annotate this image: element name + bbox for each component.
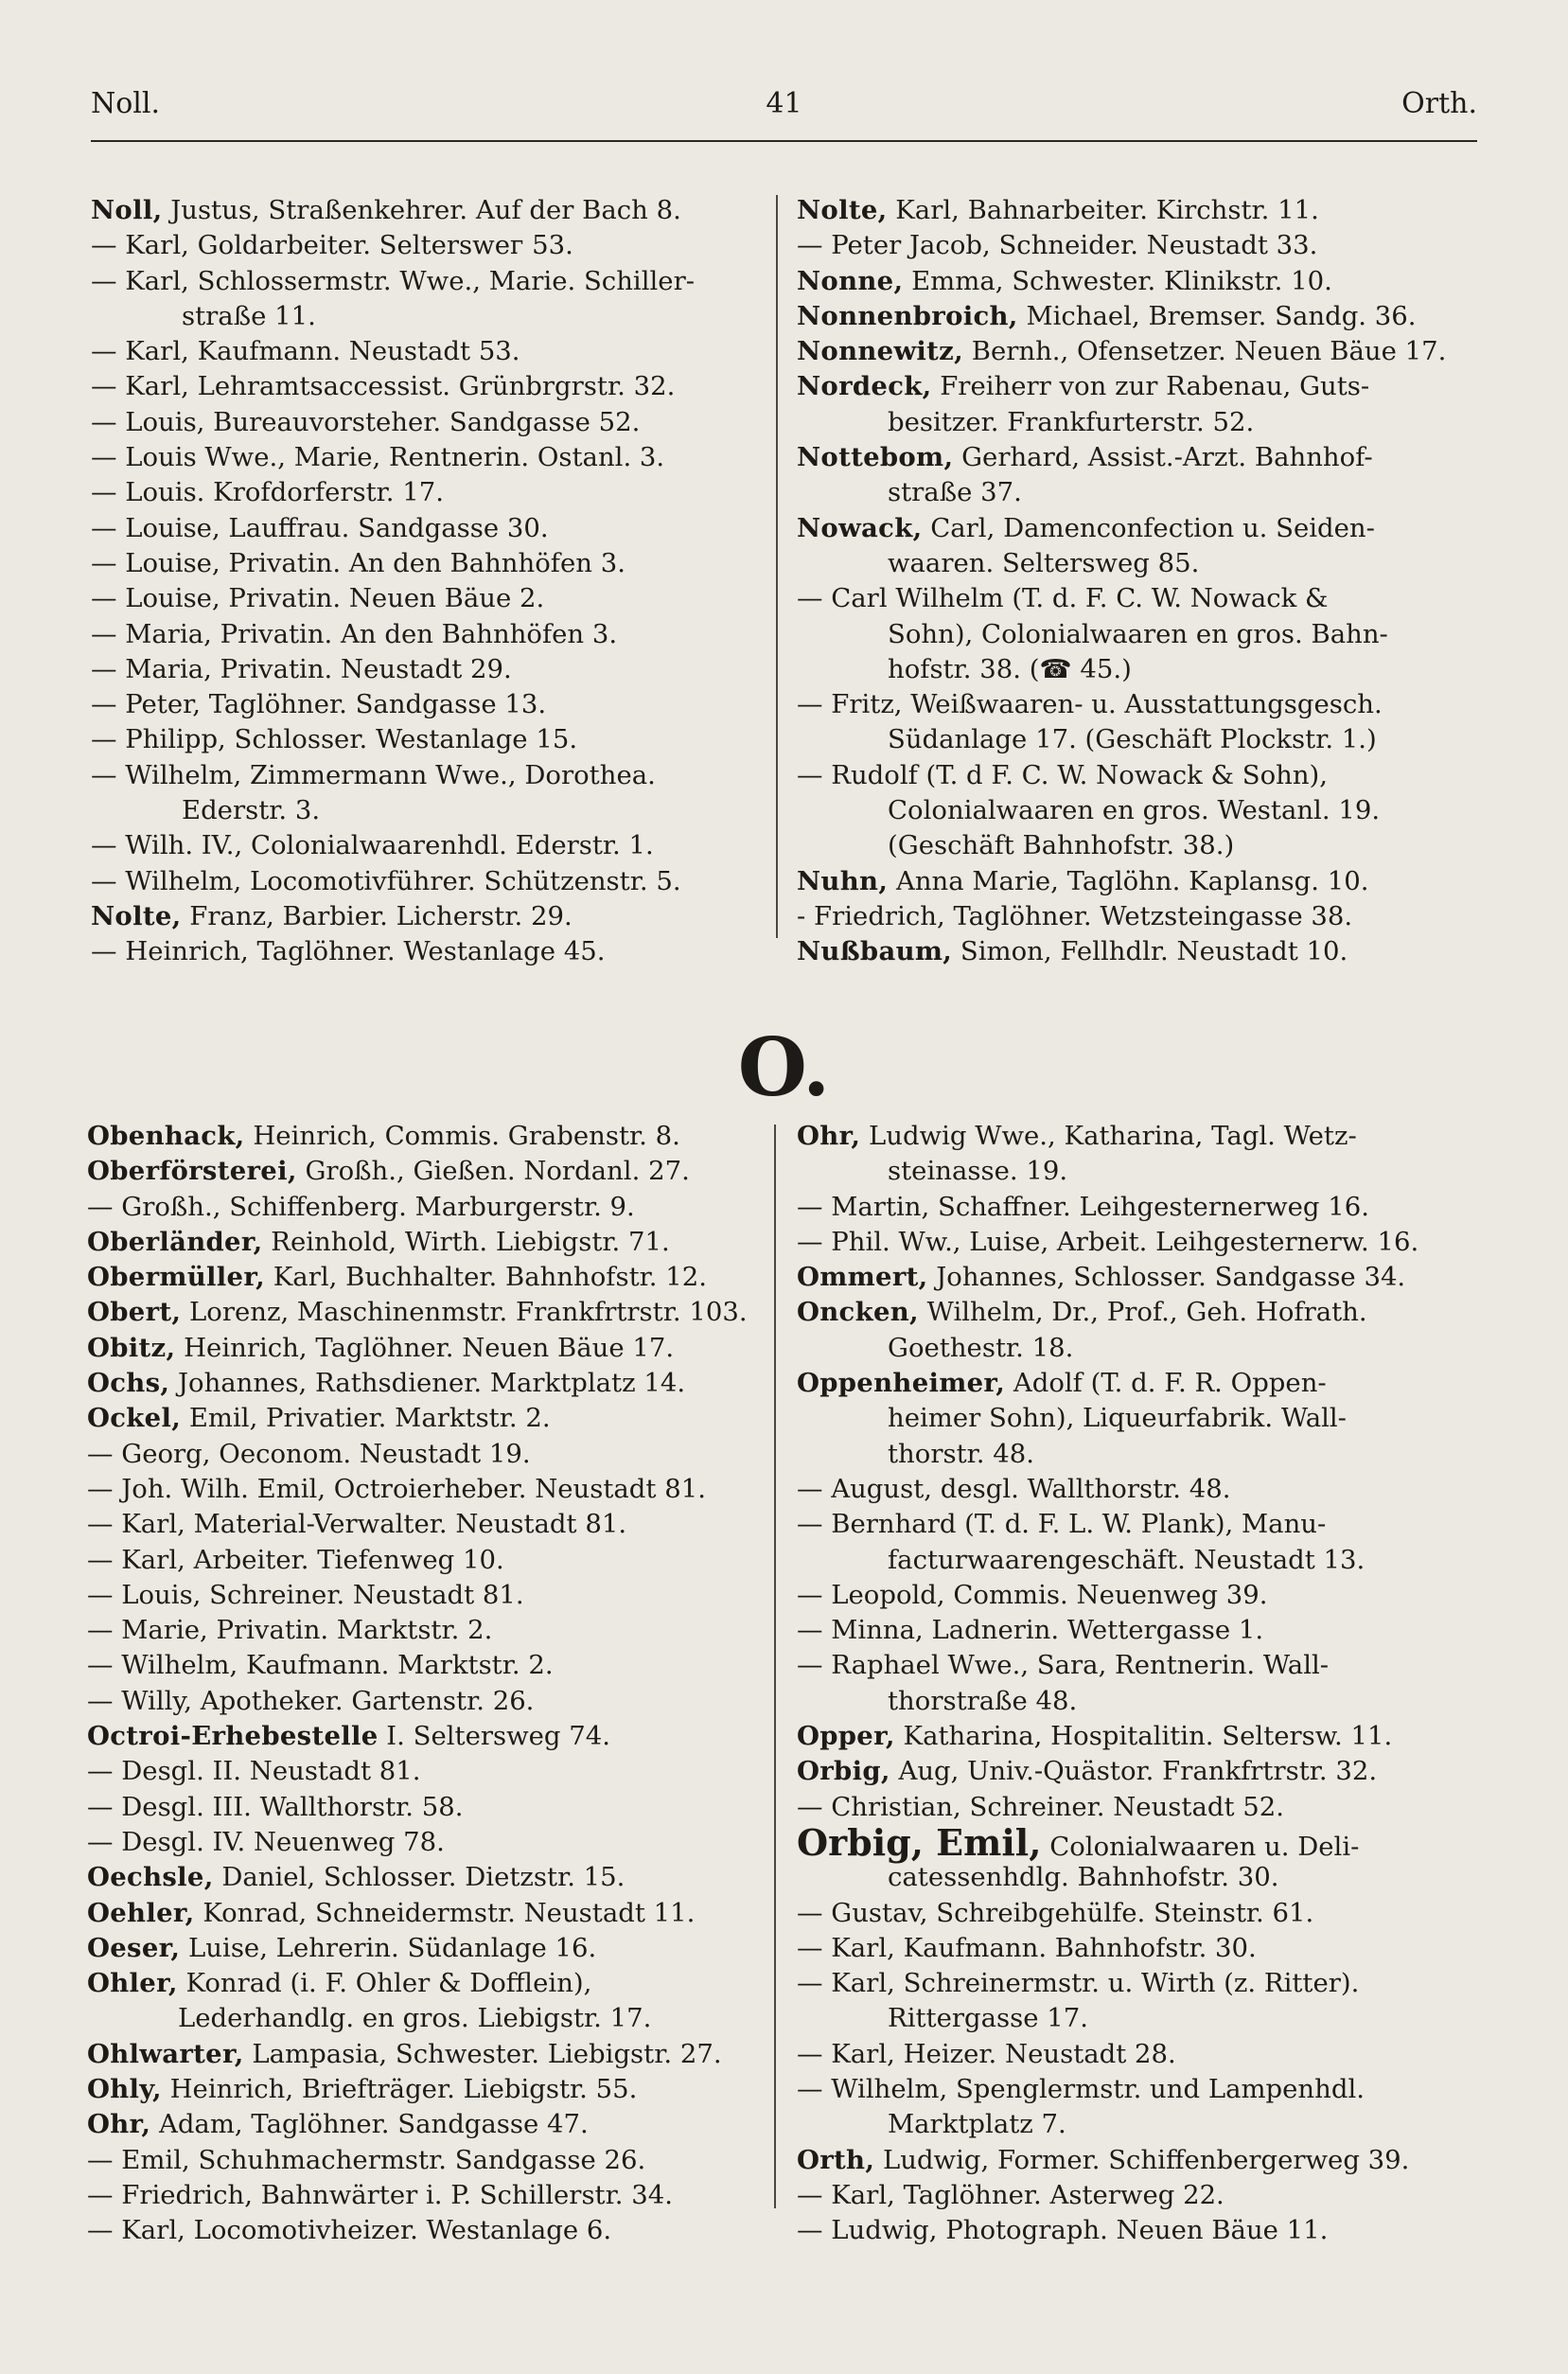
directory-entry: [91, 722, 753, 757]
directory-entry: [87, 1295, 749, 1330]
directory-entry: [87, 1366, 749, 1401]
entry-text: Emma, Schwester. Klinikstr. 10.: [911, 265, 1332, 296]
directory-entry: [797, 405, 1478, 440]
entry-text: — Heinrich, Taglöhner. Westanlage 45.: [91, 936, 606, 967]
directory-entry: [797, 1896, 1478, 1931]
entry-text: — Karl, Heizer. Neustadt 28.: [797, 2038, 1176, 2069]
entry-text: Daniel, Schlosser. Dietzstr. 15.: [221, 1862, 625, 1893]
entry-text: — Raphael Wwe., Sara, Rentnerin. Wall-: [797, 1650, 1330, 1681]
directory-entry: [87, 2143, 749, 2178]
entry-text: — Karl, Goldarbeiter. Selterswег 53.: [91, 230, 573, 261]
entry-text: — Karl, Schlossermstr. Wwe., Marie. Schiller-: [91, 265, 696, 296]
entry-surname: Oncken,: [797, 1297, 919, 1328]
entry-text: Johannes, Schlosser. Sandgasse 34.: [936, 1262, 1406, 1293]
entry-surname: Nonne,: [797, 265, 904, 296]
entry-text: Colonialwaaren u. Deli-: [1049, 1831, 1360, 1862]
entry-continuation: (Geschäft Bahnhofstr. 38.): [888, 830, 1235, 861]
entry-text: — Christian, Schreiner. Neustadt 52.: [797, 1791, 1284, 1822]
directory-entry: [87, 1331, 749, 1366]
directory-entry: [91, 793, 753, 828]
entry-text: Heinrich, Commis. Grabenstr. 8.: [253, 1121, 680, 1151]
directory-entry: [87, 1401, 749, 1436]
entry-surname: Nowack,: [797, 512, 923, 543]
directory-entry: [87, 1543, 749, 1578]
directory-entry: [91, 617, 753, 652]
page-header: [91, 87, 1477, 131]
entry-text: Ludwig Wwe., Katharina, Tagl. Wetz-: [868, 1121, 1357, 1151]
entry-surname: Ohr,: [797, 1121, 861, 1151]
entry-text: Carl, Damenconfection u. Seiden-: [930, 512, 1375, 543]
column-top-right: [797, 193, 1478, 970]
directory-entry: [87, 1684, 749, 1719]
entry-text: — Martin, Schaffner. Leihgesternerweg 16.: [797, 1191, 1369, 1222]
entry-text: — Desgl. II. Neustadt 81.: [87, 1756, 421, 1787]
entry-text: Johannes, Rathsdiener. Marktplatz 14.: [178, 1368, 686, 1399]
entry-text: Großh., Gießen. Nordanl. 27.: [305, 1156, 690, 1187]
entry-text: — Louis. Krofdorferstr. 17.: [91, 477, 444, 508]
directory-entry: [797, 1119, 1478, 1154]
entry-text: Adolf (T. d. F. R. Oppen-: [1013, 1368, 1327, 1399]
entry-text: Franz, Barbier. Licherstr. 29.: [189, 900, 573, 931]
page-number: 41: [766, 87, 802, 120]
entry-surname: Ochs,: [87, 1368, 170, 1399]
entry-surname: Nottebom,: [797, 442, 954, 473]
directory-entry: [91, 652, 753, 687]
header-rule: [91, 140, 1477, 142]
entry-text: Heinrich, Briefträger. Liebigstr. 55.: [169, 2074, 638, 2105]
entry-text: Freiherr von zur Rabenau, Guts-: [940, 371, 1370, 402]
directory-entry: [797, 1507, 1478, 1542]
entry-surname: Oechsle,: [87, 1862, 214, 1893]
directory-entry: [797, 1331, 1478, 1366]
directory-entry: [797, 652, 1478, 687]
entry-text: — Karl, Schreinermstr. u. Wirth (z. Ritter).: [797, 1968, 1360, 1999]
entry-text: — Leopold, Commis. Neuenweg 39.: [797, 1579, 1268, 1610]
entry-continuation: steinasse. 19.: [888, 1156, 1068, 1187]
directory-entry: [797, 617, 1478, 652]
directory-entry: [797, 828, 1478, 863]
entry-text: — Minna, Ladnerin. Wettergasse 1.: [797, 1615, 1264, 1646]
directory-entry: [797, 228, 1478, 263]
entry-continuation: catessenhdlg. Bahnhofstr. 30.: [888, 1862, 1279, 1893]
entry-text: — Louise, Privatin. Neuen Bäue 2.: [91, 583, 545, 614]
entry-surname-large: Orbig, Emil,: [797, 1820, 1042, 1864]
directory-entry: [797, 1543, 1478, 1578]
directory-entry: [87, 1931, 749, 1966]
directory-entry: [87, 1719, 749, 1754]
entry-continuation: Ederstr. 3.: [182, 795, 321, 826]
entry-text: — Maria, Privatin. Neustadt 29.: [91, 653, 512, 684]
directory-entry: [797, 722, 1478, 757]
entry-continuation: thorstr. 48.: [888, 1438, 1034, 1469]
entry-continuation: straße 37.: [888, 477, 1022, 508]
directory-entry: [797, 2143, 1478, 2178]
entry-text: Reinhold, Wirth. Liebigstr. 71.: [271, 1226, 670, 1257]
entry-text: - Friedrich, Taglöhner. Wetzsteingasse 38.: [797, 900, 1353, 931]
entry-text: — Louis, Bureauvorsteher. Sandgasse 52.: [91, 406, 641, 437]
entry-text: — Rudolf (T. d F. C. W. Nowack & Sohn),: [797, 759, 1329, 790]
directory-entry: [87, 1790, 749, 1825]
directory-entry: [91, 581, 753, 616]
entry-text: — Friedrich, Bahnwärter i. P. Schillerstr. 34.: [87, 2179, 673, 2210]
entry-surname: Oberländer,: [87, 1226, 263, 1257]
entry-surname: Ohlwarter,: [87, 2038, 244, 2069]
directory-entry: [87, 1613, 749, 1648]
entry-text: — Karl, Taglöhner. Asterweg 22.: [797, 2179, 1224, 2210]
directory-entry: [797, 2178, 1478, 2213]
column-divider-top: [776, 195, 778, 938]
entry-text: — Maria, Privatin. An den Bahnhöfen 3.: [91, 618, 618, 649]
entry-text: — Wilh. IV., Colonialwaarenhdl. Ederstr. 1.: [91, 830, 654, 861]
directory-entry: [87, 1860, 749, 1895]
entry-text: I. Seltersweg 74.: [386, 1721, 611, 1752]
directory-entry: [91, 828, 753, 863]
entry-text: Anna Marie, Taglöhn. Kaplansg. 10.: [895, 865, 1369, 896]
entry-text: — Karl, Lehramtsaccessist. Grünbrgrstr. 32.: [91, 371, 676, 402]
directory-entry: [91, 369, 753, 404]
header-right: Orth.: [1401, 87, 1477, 120]
entry-surname: Noll,: [91, 195, 163, 225]
entry-surname: Oppenheimer,: [797, 1368, 1006, 1399]
directory-entry: [91, 405, 753, 440]
entry-continuation: heimer Sohn), Liqueurfabrik. Wall-: [888, 1403, 1347, 1434]
directory-entry: [91, 475, 753, 510]
directory-entry: [797, 1437, 1478, 1472]
directory-entry: [87, 1648, 749, 1683]
entry-text: — Willy, Apotheker. Gartenstr. 26.: [87, 1685, 535, 1716]
entry-text: Heinrich, Taglöhner. Neuen Bäue 17.: [184, 1332, 675, 1363]
directory-entry: [91, 440, 753, 475]
entry-text: — Karl, Arbeiter. Tiefenweg 10.: [87, 1544, 504, 1575]
entry-surname: Ommert,: [797, 1262, 928, 1293]
entry-text: Konrad, Schneidermstr. Neustadt 11.: [203, 1897, 696, 1928]
directory-entry: [797, 1472, 1478, 1507]
entry-text: — Bernhard (T. d. F. L. W. Plank), Manu-: [797, 1509, 1327, 1540]
entry-text: — Desgl. III. Wallthorstr. 58.: [87, 1791, 464, 1822]
directory-entry: [91, 334, 753, 369]
entry-text: Konrad (i. F. Ohler & Dofflein),: [185, 1968, 592, 1999]
entry-text: — Gustav, Schreibgehülfe. Steinstr. 61.: [797, 1897, 1314, 1928]
directory-entry: [87, 1578, 749, 1613]
directory-entry: [797, 1719, 1478, 1754]
column-divider-bottom: [774, 1125, 776, 2208]
entry-text: — Louise, Privatin. An den Bahnhöfen 3.: [91, 547, 625, 578]
entry-surname: Ohly,: [87, 2074, 162, 2105]
entry-continuation: Goethestr. 18.: [888, 1332, 1074, 1363]
entry-text: Katharina, Hospitalitin. Seltersw. 11.: [903, 1721, 1393, 1752]
entry-text: — Karl, Kaufmann. Bahnhofstr. 30.: [797, 1932, 1257, 1963]
column-bottom-left: [87, 1119, 749, 2249]
directory-entry: [91, 864, 753, 899]
entry-text: — Fritz, Weißwaaren- u. Ausstattungsgesch.: [797, 689, 1383, 720]
entry-text: Wilhelm, Dr., Prof., Geh. Hofrath.: [926, 1297, 1367, 1328]
entry-text: — Ludwig, Photograph. Neuen Bäue 11.: [797, 2215, 1329, 2246]
entry-text: — Karl, Locomotivheizer. Westanlage 6.: [87, 2215, 612, 2246]
entry-surname: Obert,: [87, 1297, 182, 1328]
directory-entry: [87, 1190, 749, 1225]
directory-entry: [797, 864, 1478, 899]
directory-entry: [87, 2178, 749, 2213]
directory-entry: [797, 1190, 1478, 1225]
entry-text: Lorenz, Maschinenmstr. Frankfrtrstr. 103.: [189, 1297, 748, 1328]
directory-entry: [797, 511, 1478, 546]
entry-text: Lampasia, Schwester. Liebigstr. 27.: [252, 2038, 722, 2069]
entry-text: Adam, Taglöhner. Sandgasse 47.: [158, 2109, 589, 2140]
entry-surname: Oberförsterei,: [87, 1156, 297, 1187]
header-left: Noll.: [91, 87, 161, 120]
directory-entry: [797, 1790, 1478, 1825]
entry-text: — Peter, Taglöhner. Sandgasse 13.: [91, 689, 547, 720]
entry-continuation: Marktplatz 7.: [888, 2109, 1066, 2140]
directory-entry: [91, 511, 753, 546]
entry-continuation: waaren. Seltersweg 85.: [888, 547, 1200, 578]
entry-text: — Marie, Privatin. Marktstr. 2.: [87, 1615, 493, 1646]
directory-entry: [797, 2213, 1478, 2248]
column-bottom-right: [797, 1119, 1478, 2249]
entry-continuation: Colonialwaaren en gros. Westanl. 19.: [888, 795, 1381, 826]
entry-surname: Nonnenbroich,: [797, 300, 1018, 331]
directory-entry: [797, 1613, 1478, 1648]
entry-surname: Oeser,: [87, 1932, 181, 1963]
entry-continuation: Südanlage 17. (Geschäft Plockstr. 1.): [888, 724, 1377, 755]
entry-text: — Karl, Kaufmann. Neustadt 53.: [91, 336, 520, 367]
directory-entry: [797, 581, 1478, 616]
directory-entry: [797, 369, 1478, 404]
directory-entry: [91, 687, 753, 722]
directory-entry: [797, 1578, 1478, 1613]
directory-entry: [87, 1966, 749, 2001]
entry-surname: Nußbaum,: [797, 936, 953, 967]
entry-surname: Orth,: [797, 2144, 875, 2175]
entry-surname: Orbig,: [797, 1756, 890, 1787]
directory-entry: [797, 546, 1478, 581]
entry-text: Karl, Bahnarbeiter. Kirchstr. 11.: [895, 195, 1319, 225]
entry-text: Gerhard, Assist.-Arzt. Bahnhof-: [961, 442, 1373, 473]
directory-entry: [91, 899, 753, 934]
entry-text: Bernh., Ofensetzer. Neuen Bäue 17.: [971, 336, 1447, 367]
entry-text: Justus, Straßenkehrer. Auf der Bach 8.: [170, 195, 681, 225]
directory-entry: [91, 546, 753, 581]
entry-continuation: thorstraße 48.: [888, 1685, 1078, 1716]
directory-entry: [797, 1295, 1478, 1330]
entry-text: Michael, Bremser. Sandg. 36.: [1026, 300, 1417, 331]
directory-entry: [91, 299, 753, 334]
entry-text: — August, desgl. Wallthorstr. 48.: [797, 1473, 1231, 1504]
directory-entry: [87, 2072, 749, 2107]
entry-text: — Wilhelm, Spenglermstr. und Lampenhdl.: [797, 2074, 1365, 2105]
entry-text: Ludwig, Former. Schiffenbergerweg 39.: [882, 2144, 1410, 2175]
entry-text: — Philipp, Schlosser. Westanlage 15.: [91, 724, 578, 755]
entry-continuation: besitzer. Frankfurterstr. 52.: [888, 406, 1255, 437]
directory-entry: [797, 193, 1478, 228]
directory-entry: [87, 1225, 749, 1260]
directory-entry: [797, 264, 1478, 299]
directory-entry: [797, 1648, 1478, 1683]
entry-text: Karl, Buchhalter. Bahnhofstr. 12.: [273, 1262, 707, 1293]
directory-entry: [797, 1931, 1478, 1966]
directory-entry: [797, 299, 1478, 334]
entry-surname: Nolte,: [91, 900, 182, 931]
entry-surname: Obitz,: [87, 1332, 176, 1363]
directory-entry: [797, 334, 1478, 369]
directory-entry: [87, 1507, 749, 1542]
section-letter: O.: [737, 1020, 831, 1114]
directory-entry: [797, 1366, 1478, 1401]
entry-text: Luise, Lehrerin. Südanlage 16.: [188, 1932, 597, 1963]
directory-entry: [797, 1154, 1478, 1189]
directory-entry: [87, 1825, 749, 1860]
entry-text: — Desgl. IV. Neuenweg 78.: [87, 1826, 445, 1857]
directory-entry: [87, 2107, 749, 2142]
entry-continuation: straße 11.: [182, 300, 316, 331]
entry-text: — Karl, Material-Verwalter. Neustadt 81.: [87, 1509, 627, 1540]
directory-entry: [87, 2213, 749, 2248]
entry-text: — Carl Wilhelm (T. d. F. C. W. Nowack &: [797, 583, 1329, 614]
directory-entry: [87, 2037, 749, 2072]
directory-entry: [797, 1225, 1478, 1260]
directory-entry: [87, 2001, 749, 2036]
entry-text: Emil, Privatier. Marktstr. 2.: [188, 1403, 551, 1434]
directory-entry: [91, 934, 753, 969]
directory-entry: [797, 687, 1478, 722]
entry-surname: Nolte,: [797, 195, 888, 225]
directory-entry: [797, 934, 1478, 969]
directory-entry: [797, 1401, 1478, 1436]
directory-entry: [797, 2107, 1478, 2142]
directory-entry: [91, 758, 753, 793]
directory-entry: [87, 1754, 749, 1789]
directory-entry: [91, 193, 753, 228]
entry-surname: Ockel,: [87, 1403, 182, 1434]
entry-surname: Nordeck,: [797, 371, 932, 402]
entry-surname: Nuhn,: [797, 865, 889, 896]
directory-entry: [797, 2072, 1478, 2107]
entry-text: — Emil, Schuhmachermstr. Sandgasse 26.: [87, 2144, 646, 2175]
entry-continuation: facturwaarengeschäft. Neustadt 13.: [888, 1544, 1365, 1575]
column-top-left: [91, 193, 753, 970]
directory-entry: [91, 228, 753, 263]
entry-continuation: Lederhandlg. en gros. Liebigstr. 17.: [178, 2003, 652, 2034]
entry-continuation: Sohn), Colonialwaaren en gros. Bahn-: [888, 618, 1388, 649]
entry-text: — Peter Jacob, Schneider. Neustadt 33.: [797, 230, 1318, 261]
entry-text: — Louise, Lauffrau. Sandgasse 30.: [91, 512, 549, 543]
entry-surname: Obenhack,: [87, 1121, 245, 1151]
directory-entry: [797, 475, 1478, 510]
entry-text: — Louis, Schreiner. Neustadt 81.: [87, 1579, 524, 1610]
directory-entry: [797, 1260, 1478, 1295]
entry-surname: Oehler,: [87, 1897, 195, 1928]
entry-surname: Ohler,: [87, 1968, 178, 1999]
entry-text: — Wilhelm, Kaufmann. Marktstr. 2.: [87, 1650, 554, 1681]
entry-text: — Georg, Oeconom. Neustadt 19.: [87, 1438, 531, 1469]
directory-entry: [797, 440, 1478, 475]
directory-entry: [797, 899, 1478, 934]
directory-entry: [797, 758, 1478, 793]
directory-entry: [797, 793, 1478, 828]
entry-surname: Ohr,: [87, 2109, 151, 2140]
directory-entry: [87, 1896, 749, 1931]
entry-continuation: hofstr. 38. (☎ 45.): [888, 653, 1132, 684]
directory-entry: [797, 2001, 1478, 2036]
directory-entry: [797, 1684, 1478, 1719]
entry-text: Aug, Univ.-Quästor. Frankfrtrstr. 32.: [898, 1756, 1378, 1787]
directory-entry: [797, 1754, 1478, 1789]
entry-surname: Obermüller,: [87, 1262, 266, 1293]
directory-entry: [87, 1154, 749, 1189]
entry-text: — Louis Wwe., Marie, Rentnerin. Ostanl. 3.: [91, 442, 665, 473]
directory-entry: [87, 1437, 749, 1472]
directory-entry: [797, 1860, 1478, 1895]
entry-text: — Joh. Wilh. Emil, Octroierheber. Neustadt 81.: [87, 1473, 706, 1504]
entry-text: — Phil. Ww., Luise, Arbeit. Leihgesternerw. 16.: [797, 1226, 1419, 1257]
entry-text: — Großh., Schiffenberg. Marburgerstr. 9.: [87, 1191, 635, 1222]
directory-entry: [87, 1119, 749, 1154]
entry-surname: Octroi-Erhebestelle: [87, 1721, 379, 1752]
entry-surname: Nonnewitz,: [797, 336, 963, 367]
directory-entry: [797, 1820, 1478, 1864]
entry-text: — Wilhelm, Locomotivführer. Schützenstr. 5.: [91, 865, 681, 896]
directory-entry: [797, 2037, 1478, 2072]
entry-continuation: Rittergasse 17.: [888, 2003, 1088, 2034]
directory-entry: [797, 1966, 1478, 2001]
entry-text: Simon, Fellhdlr. Neustadt 10.: [960, 936, 1348, 967]
directory-entry: [87, 1472, 749, 1507]
directory-entry: [91, 264, 753, 299]
entry-text: — Wilhelm, Zimmermann Wwe., Dorothea.: [91, 759, 656, 790]
directory-entry: [87, 1260, 749, 1295]
entry-surname: Opper,: [797, 1721, 895, 1752]
